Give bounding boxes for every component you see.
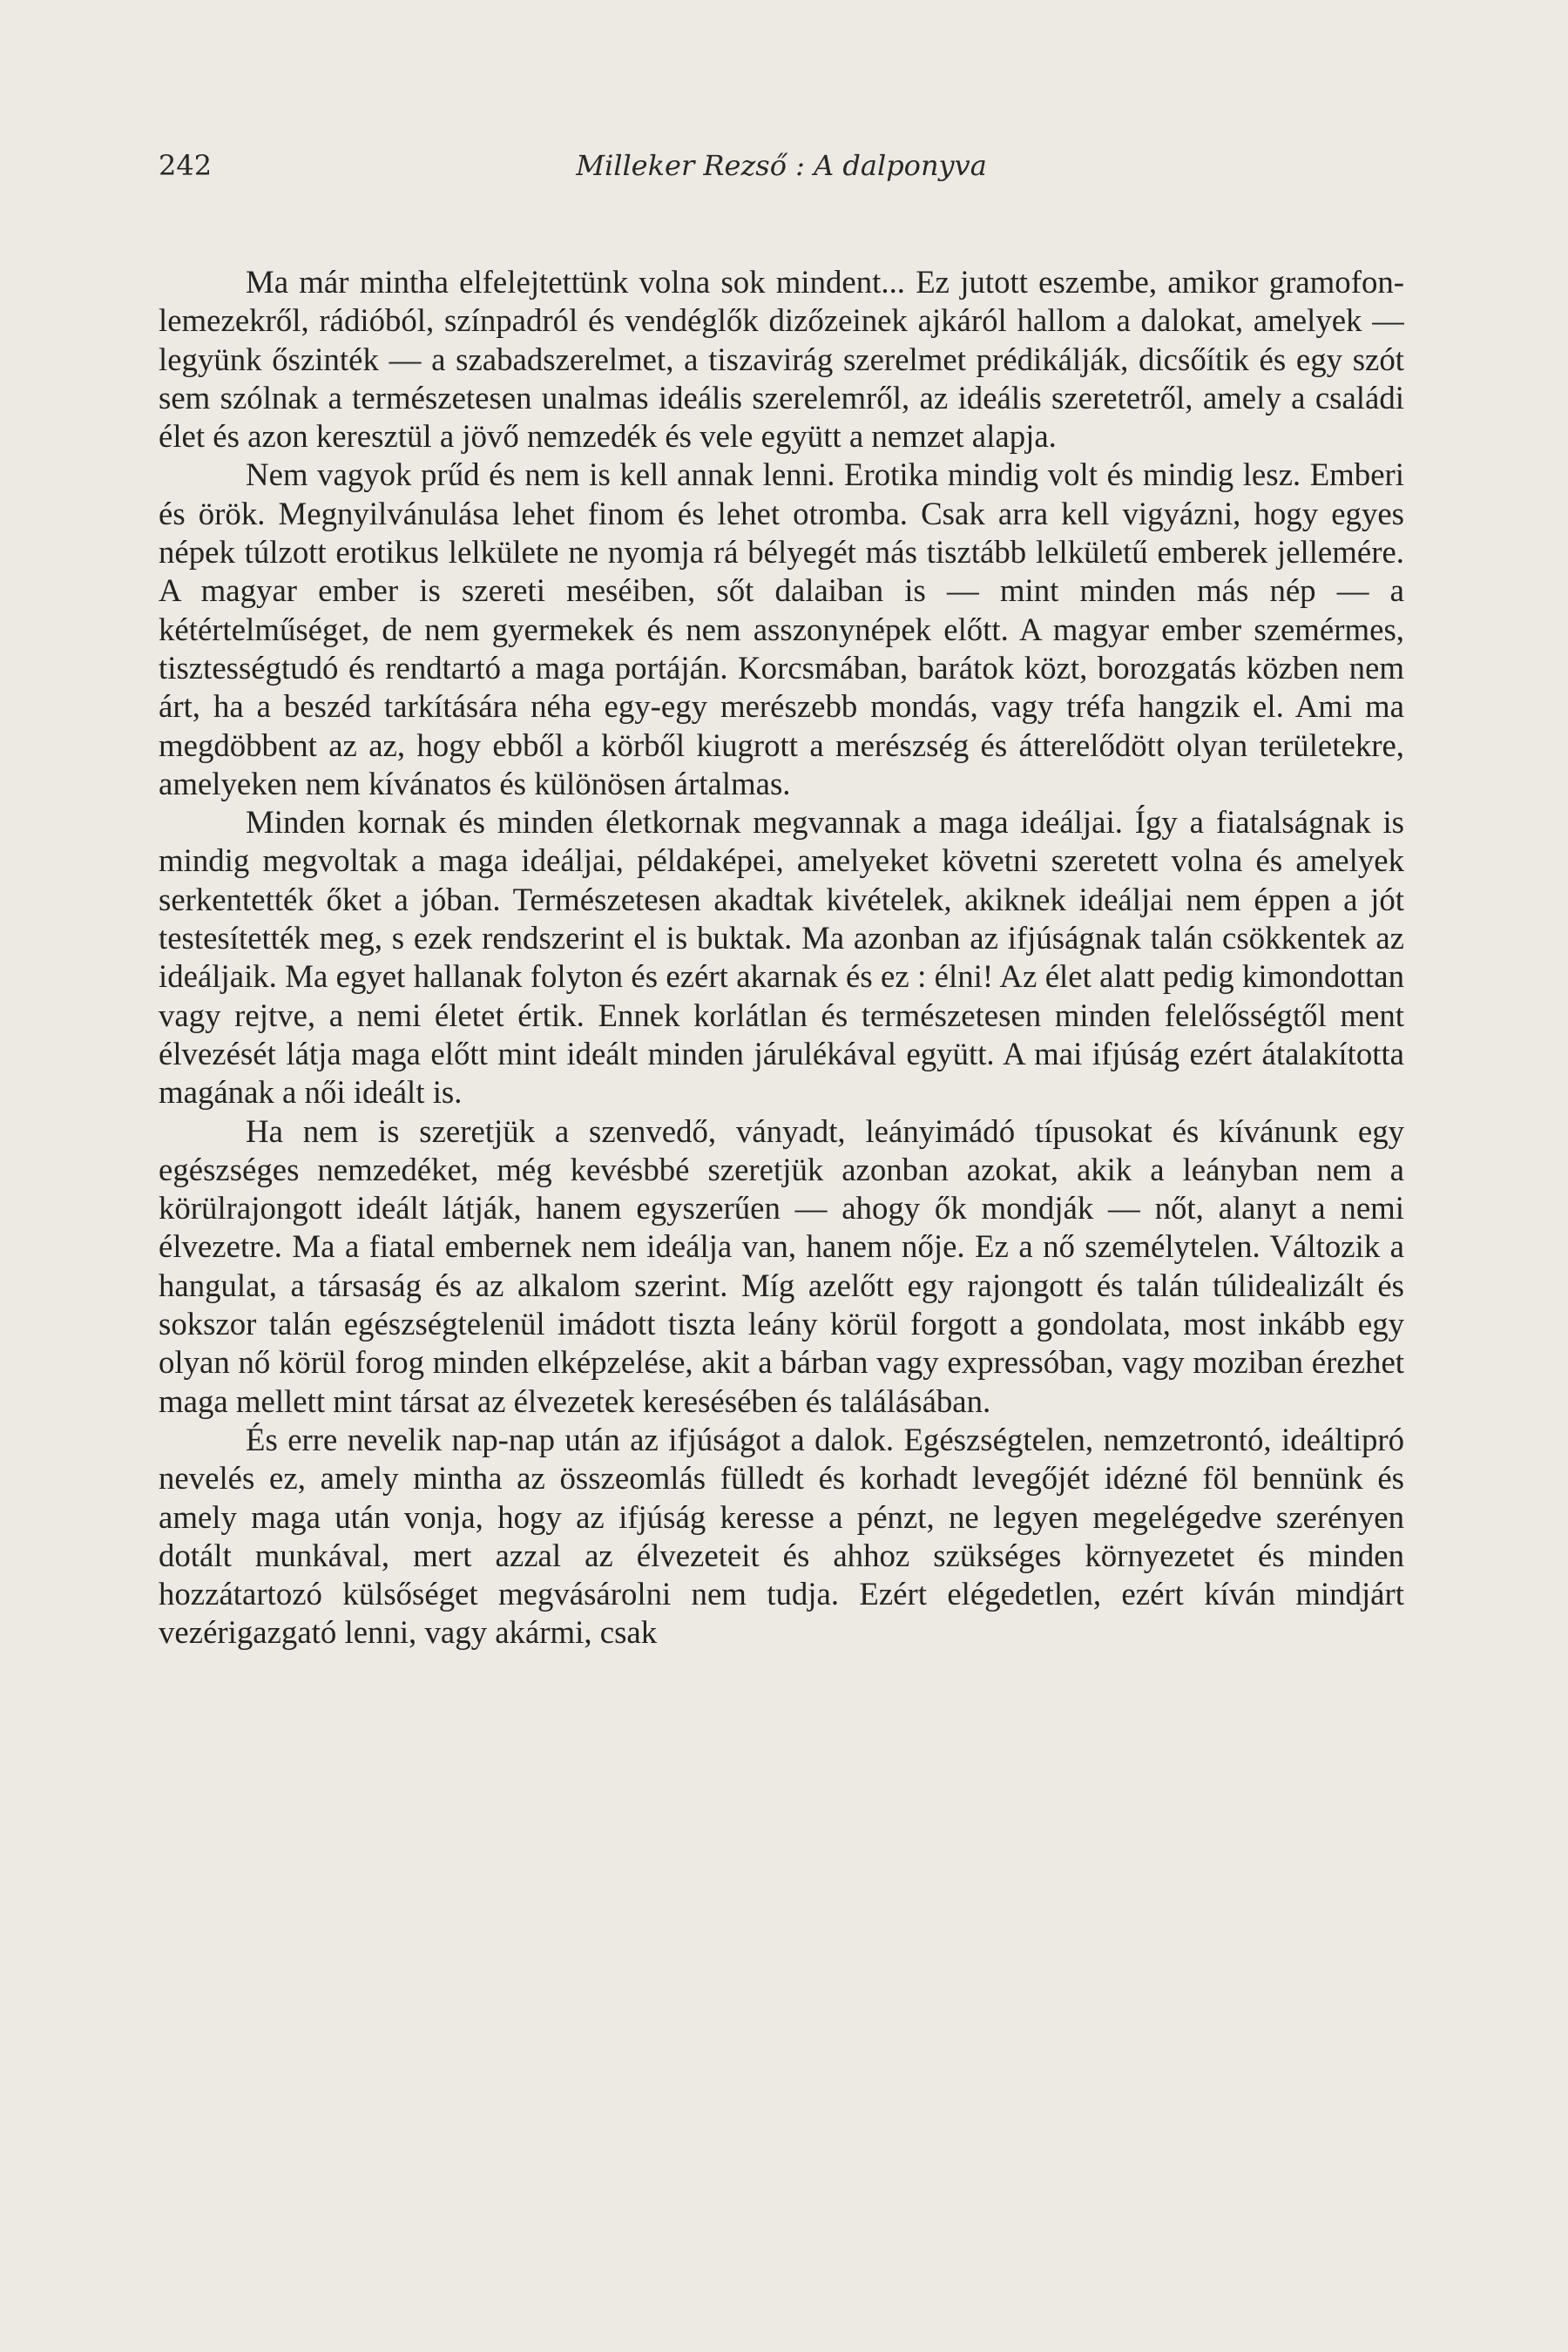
paragraph-5: És erre nevelik nap-nap után az ifjúságot a dalok. Egészségtelen, nemzetrontó, ideáltipró nevelés ez, amely mintha az összeomlás fülledt és korhadt levegőjét idézné föl bennünk és amely maga után vonja, hogy az ifjúság keresse a pénzt, ne legyen megelégedve szerényen dotált munkával, mert azzal az élvezeteit és ahhoz szükséges környezetet és minden hozzátartozó külsőséget megvásárolni nem tudja. Ezért elégedetlen, ezért kíván mindjárt vezérigazgató lenni, vagy akármi, csak bbox=[159, 1421, 1404, 1651]
page-number: 242 bbox=[159, 149, 213, 182]
paragraph-1: Ma már mintha elfelejtettünk volna sok mindent... Ez jutott eszembe, amikor gramofon-lemezekről, rádióból, színpadról és vendéglők dizőzeinek ajkáról hallom a dalokat, amelyek — legyünk őszinték — a szabadszerelmet, a tiszavirág szerelmet prédikálják, dicsőítik és egy szót sem szólnak a természetesen unalmas ideális szerelemről, az ideális szeretetről, amely a családi élet és azon keresztül a jövő nemzedék és vele együtt a nemzet alapja. bbox=[159, 264, 1404, 455]
paragraph-3: Minden kornak és minden életkornak megvannak a maga ideáljai. Így a fiatalságnak is mindig megvoltak a maga ideáljai, példaképei, amelyeket követni szeretett volna és amelyek serkentették őket a jóban. Természetesen akadtak kivételek, akiknek ideáljai nem éppen a jót testesítették meg, s ezek rendszerint el is buktak. Ma azonban az ifjúságnak talán csökkentek az ideáljaik. Ma egyet hallanak folyton és ezért akarnak és ez : élni! Az élet alatt pedig kimondottan vagy rejtve, a nemi életet értik. Ennek korlátlan és természetesen minden felelősségtől ment élvezését látja maga előtt mint ideált minden járulékával együtt. A mai ifjúság ezért átalakította magának a női ideált is. bbox=[159, 804, 1404, 1111]
paragraph-4: Ha nem is szeretjük a szenvedő, ványadt, leányimádó típusokat és kívánunk egy egészséges nemzedéket, még kevésbbé szeretjük azonban azokat, akik a leányban nem a körülrajongott ideált látják, hanem egyszerűen — ahogy ők mondják — nőt, alanyt a nemi élvezetre. Ma a fiatal embernek nem ideálja van, hanem nője. Ez a nő személytelen. Változik a hangulat, a társaság és az alkalom szerint. Míg azelőtt egy rajongott és talán túlidealizált és sokszor talán egészségtelenül imádott tiszta leány körül forgott a gondolata, most inkább egy olyan nő körül forog minden elképzelése, akit a bárban vagy expressóban, vagy moziban érezhet maga mellett mint társat az élvezetek keresésében és találásában. bbox=[159, 1112, 1404, 1419]
running-title: Milleker Rezső : A dalponyva bbox=[576, 149, 987, 182]
running-head bbox=[159, 139, 1404, 192]
body-text bbox=[159, 263, 1404, 2193]
paragraph-2: Nem vagyok prűd és nem is kell annak lenni. Erotika mindig volt és mindig lesz. Emberi és örök. Megnyilvánulása lehet finom és lehet otromba. Csak arra kell vigyázni, hogy egyes népek túlzott erotikus lelkülete ne nyomja rá bélyegét más tisztább lelkületű emberek jellemére. A magyar ember is szereti meséiben, sőt dalaiban is — mint minden más nép — a kétértelműséget, de nem gyermekek és nem asszonynépek előtt. A magyar ember szemérmes, tisztességtudó és rendtartó a maga portáján. Korcsmában, barátok közt, borozgatás közben nem árt, ha a beszéd tarkítására néha egy-egy merészebb mondás, vagy tréfa hangzik el. Ami ma megdöbbent az az, hogy ebből a körből kiugrott a merészség és átterelődött olyan területekre, amelyeken nem kívánatos és különösen ártalmas. bbox=[159, 456, 1404, 801]
